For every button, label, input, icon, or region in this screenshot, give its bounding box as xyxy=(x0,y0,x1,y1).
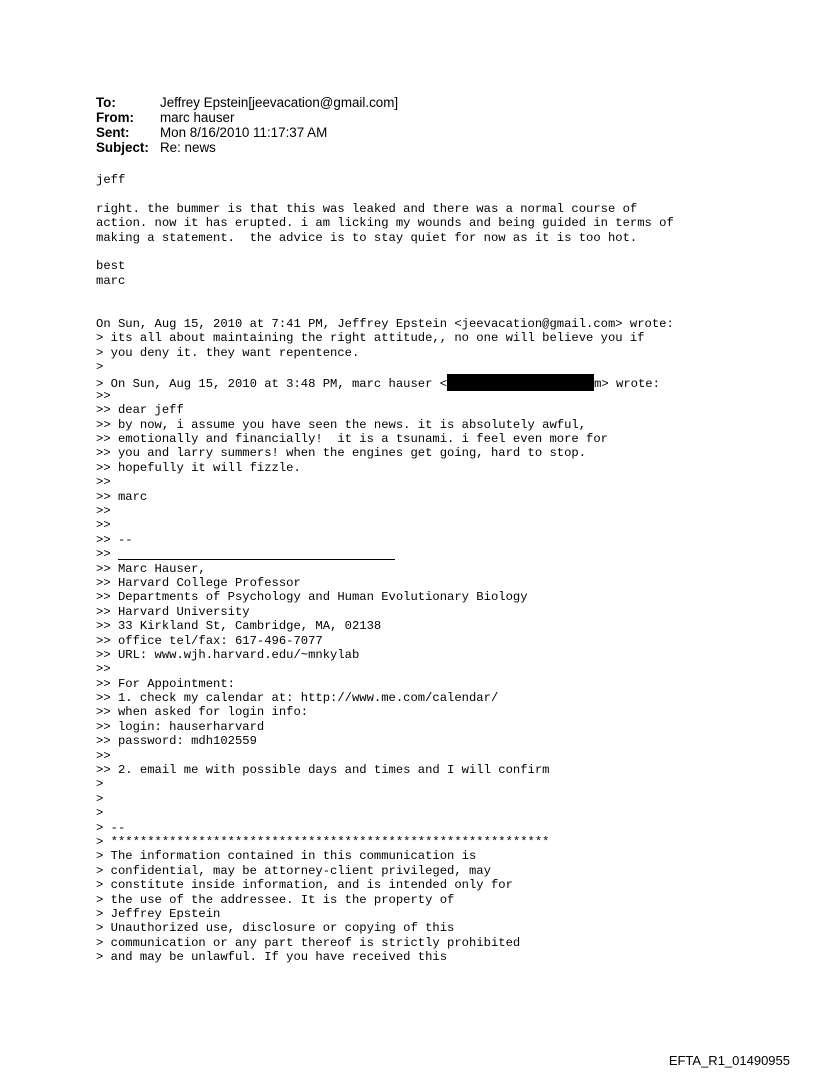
quoted-line: > xyxy=(96,360,104,375)
disclaimer-line: > and may be unlawful. If you have received this xyxy=(96,950,448,965)
quote-header-text-end: m> wrote: xyxy=(594,377,660,392)
quoted-line: >> 1. check my calendar at: http://www.me.com/calendar/ xyxy=(96,691,499,706)
disclaimer-line: > The information contained in this communication is xyxy=(96,849,477,864)
body-line xyxy=(96,245,796,259)
sent-row xyxy=(96,125,398,140)
quoted-line: >> xyxy=(96,503,111,518)
quoted-line: >> xyxy=(96,388,111,403)
subject-label: Subject: xyxy=(96,140,149,155)
quoted-line: >> 2. email me with possible days and times and I will confirm xyxy=(96,763,550,778)
body-line xyxy=(96,288,796,302)
body-line xyxy=(96,303,796,317)
quoted-line: >> xyxy=(96,662,111,677)
body-line: marc xyxy=(96,273,126,288)
quote-marker: >> xyxy=(96,547,118,562)
to-row xyxy=(96,95,398,110)
disclaimer-asterisk-line: > ************************************************************ xyxy=(96,834,550,849)
quoted-line: > -- xyxy=(96,820,126,835)
subject-value: Re: news xyxy=(160,140,216,155)
quoted-line: > you deny it. they want repentence. xyxy=(96,345,360,360)
quote-header-text: > On Sun, Aug 15, 2010 at 3:48 PM, marc hauser < xyxy=(96,377,448,392)
quoted-line: >> Harvard University xyxy=(96,604,250,619)
quoted-line: >> 33 Kirkland St, Cambridge, MA, 02138 xyxy=(96,619,382,634)
from-value: marc hauser xyxy=(160,110,235,125)
redaction-box xyxy=(447,374,594,391)
subject-row xyxy=(96,140,398,155)
body-line: making a statement. the advice is to stay quiet for now as it is too hot. xyxy=(96,230,638,245)
body-line: right. the bummer is that this was leaked and there was a normal course of xyxy=(96,201,638,216)
body-line: action. now it has erupted. i am licking my wounds and being guided in terms of xyxy=(96,216,674,231)
to-label: To: xyxy=(96,95,116,110)
quoted-line: >> Marc Hauser, xyxy=(96,561,206,576)
quoted-line: >> hopefully it will fizzle. xyxy=(96,460,301,475)
quoted-line: >> when asked for login info: xyxy=(96,705,309,720)
disclaimer-line: > Jeffrey Epstein xyxy=(96,906,221,921)
document-id-stamp: EFTA_R1_01490955 xyxy=(668,1053,790,1068)
quoted-line: >> password: mdh102559 xyxy=(96,734,257,749)
quoted-line: > xyxy=(96,806,104,821)
nested-quote-header-line xyxy=(96,374,796,392)
disclaimer-line: > confidential, may be attorney-client privileged, may xyxy=(96,863,491,878)
body-line xyxy=(96,187,796,201)
quoted-line: >> xyxy=(96,748,111,763)
quoted-line: >> For Appointment: xyxy=(96,676,235,691)
sent-label: Sent: xyxy=(96,125,130,140)
quote-header-line: On Sun, Aug 15, 2010 at 7:41 PM, Jeffrey Epstein <jeevacation@gmail.com> wrote: xyxy=(96,316,674,331)
quoted-line: >> office tel/fax: 617-496-7077 xyxy=(96,633,323,648)
signature-divider xyxy=(118,547,395,560)
body-line: best xyxy=(96,259,126,274)
disclaimer-line: > constitute inside information, and is intended only for xyxy=(96,878,513,893)
quoted-line: >> login: hauserharvard xyxy=(96,719,265,734)
quoted-line: >> dear jeff xyxy=(96,403,184,418)
quoted-line: > xyxy=(96,777,104,792)
quoted-line: >> marc xyxy=(96,489,148,504)
quoted-line: >> Departments of Psychology and Human Evolutionary Biology xyxy=(96,590,528,605)
email-header xyxy=(96,95,398,155)
quoted-line: >> xyxy=(96,518,111,533)
quoted-line: >> emotionally and financially! it is a tsunami. i feel even more for xyxy=(96,432,608,447)
quoted-line: > its all about maintaining the right attitude,, no one will believe you if xyxy=(96,331,645,346)
quoted-line: > xyxy=(96,791,104,806)
from-label: From: xyxy=(96,110,134,125)
quoted-line: >> URL: www.wjh.harvard.edu/~mnkylab xyxy=(96,647,360,662)
disclaimer-line: > Unauthorized use, disclosure or copying of this xyxy=(96,921,455,936)
quoted-line: >> Harvard College Professor xyxy=(96,575,301,590)
quoted-line: >> you and larry summers! when the engines get going, hard to stop. xyxy=(96,446,587,461)
disclaimer-line: > the use of the addressee. It is the property of xyxy=(96,892,455,907)
quoted-line: >> -- xyxy=(96,532,133,547)
quoted-line: >> xyxy=(96,475,111,490)
sent-value: Mon 8/16/2010 11:17:37 AM xyxy=(160,125,328,140)
quoted-line: >> by now, i assume you have seen the news. it is absolutely awful, xyxy=(96,417,587,432)
body-line: jeff xyxy=(96,173,126,187)
to-value: Jeffrey Epstein[jeevacation@gmail.com] xyxy=(160,95,399,110)
email-body xyxy=(96,173,796,964)
signature-rule-line xyxy=(96,547,796,561)
disclaimer-line: > communication or any part thereof is strictly prohibited xyxy=(96,935,521,950)
from-row xyxy=(96,110,398,125)
